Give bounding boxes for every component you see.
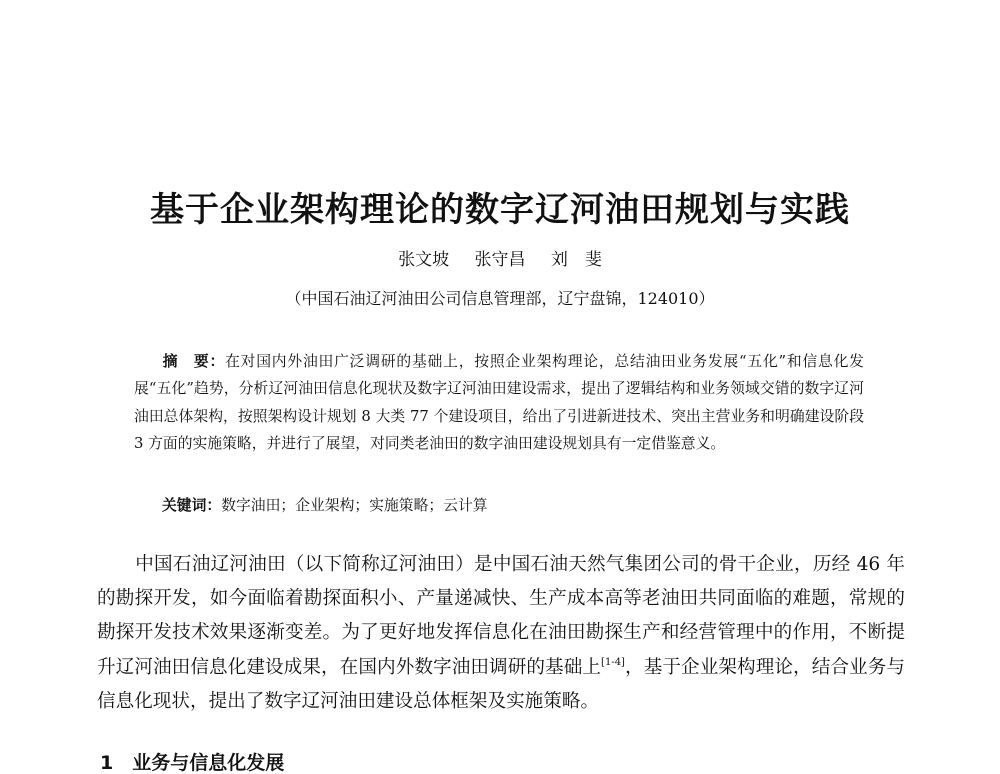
author-list [0, 248, 1000, 272]
abstract-text: 在对国内外油田广泛调研的基础上，按照企业架构理论，总结油田业务发展“五化”和信息化发展“五化”趋势，分析辽河油田信息化现状及数字辽河油田建设需求，提出了逻辑结构和业务领域交错的数字辽河油田总体架构，按照架构设计规划 8 大类 77 个建设项目，给出了引进新进技术、突出主营业务和明确建设阶段 3 方面的实施策略，并进行了展望，对同类老油田的数字油田建设规划具有一定借鉴意义。 [134, 353, 864, 453]
author-affiliation: （中国石油辽河油田公司信息管理部，辽宁盘锦，124010） [285, 289, 715, 308]
keywords-text: 数字油田；企业架构；实施策略；云计算 [221, 497, 488, 514]
author-name: 刘 斐 [550, 250, 602, 270]
author-name: 张守昌 [474, 250, 526, 270]
intro-text-part2: ，基于企业架构理论，结合业务与信息化现状，提出了数字辽河油田建设总体框架及实施策略。 [97, 656, 905, 712]
intro-paragraph [97, 548, 905, 719]
author-name: 张文坡 [398, 250, 450, 270]
abstract-label: 摘 要： [162, 353, 226, 370]
paper-title: 基于企业架构理论的数字辽河油田规划与实践 [150, 190, 850, 230]
section-heading-partial: 1 业务与信息化发展 [100, 752, 285, 774]
citation-ref: [1-4] [601, 656, 625, 668]
keywords [162, 494, 862, 518]
keywords-label: 关键词： [162, 497, 222, 514]
abstract [134, 348, 864, 458]
intro-text-part1: 中国石油辽河油田（以下简称辽河油田）是中国石油天然气集团公司的骨干企业，历经 46 年的勘探开发，如今面临着勘探面积小、产量递减快、生产成本高等老油田共同面临的难题，常规的勘探开发技术效果逐渐变差。为了更好地发挥信息化在油田勘探生产和经营管理中的作用，不断提升辽河油田信息化建设成果，在国内外数字油田调研的基础上 [97, 554, 905, 678]
